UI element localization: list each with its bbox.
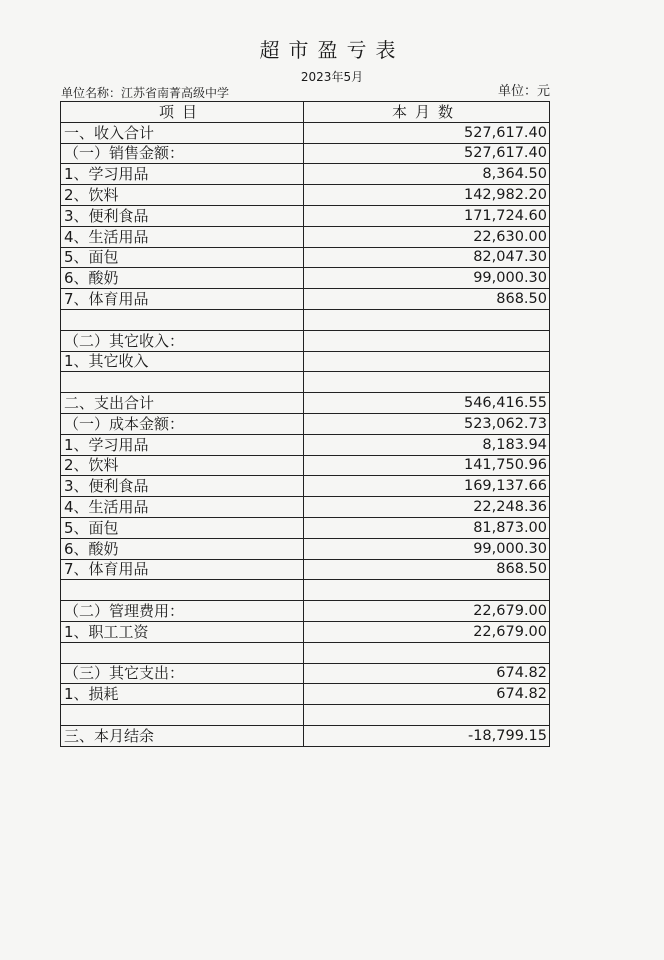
row-item-label: （三）其它支出： — [61, 663, 304, 684]
row-amount: 22,679.00 — [304, 621, 550, 642]
row-item-label: 二、支出合计 — [61, 393, 304, 414]
row-amount: 141,750.96 — [304, 455, 550, 476]
row-amount: 81,873.00 — [304, 517, 550, 538]
currency-unit: 单位：元 — [497, 84, 550, 99]
table-row — [61, 185, 550, 206]
row-amount: 22,630.00 — [304, 226, 550, 247]
row-amount: 82,047.30 — [304, 247, 550, 268]
row-item-label: （二）管理费用： — [61, 601, 304, 622]
table-row — [61, 538, 550, 559]
row-amount: 169,137.66 — [304, 476, 550, 497]
table-row — [61, 684, 550, 705]
row-amount — [304, 351, 550, 372]
row-item-label: 5、面包 — [61, 517, 304, 538]
table-row — [61, 351, 550, 372]
table-row — [61, 601, 550, 622]
row-amount: 99,000.30 — [304, 268, 550, 289]
table-row — [61, 289, 550, 310]
row-amount — [304, 309, 550, 330]
row-item-label: 7、体育用品 — [61, 289, 304, 310]
row-item-label: （一）销售金额： — [61, 143, 304, 164]
row-item-label: 4、生活用品 — [61, 226, 304, 247]
table-row — [61, 393, 550, 414]
table-row — [61, 309, 550, 330]
table-row — [61, 226, 550, 247]
row-amount: 546,416.55 — [304, 393, 550, 414]
table-row — [61, 497, 550, 518]
table-row — [61, 621, 550, 642]
row-item-label — [61, 642, 304, 663]
row-item-label: 6、酸奶 — [61, 538, 304, 559]
row-amount — [304, 372, 550, 393]
table-row — [61, 143, 550, 164]
table-row — [61, 122, 550, 143]
table-row — [61, 372, 550, 393]
row-amount: 8,364.50 — [304, 164, 550, 185]
table-header-row — [61, 102, 550, 123]
row-item-label — [61, 372, 304, 393]
row-item-label: 5、面包 — [61, 247, 304, 268]
table-row — [61, 559, 550, 580]
table-row — [61, 434, 550, 455]
row-item-label: 1、学习用品 — [61, 164, 304, 185]
row-item-label — [61, 580, 304, 601]
row-item-label: 6、酸奶 — [61, 268, 304, 289]
row-amount: 8,183.94 — [304, 434, 550, 455]
table-body — [61, 122, 550, 746]
row-item-label: 1、学习用品 — [61, 434, 304, 455]
profit-loss-table — [60, 101, 550, 747]
row-item-label — [61, 705, 304, 726]
row-item-label: 4、生活用品 — [61, 497, 304, 518]
row-amount: 527,617.40 — [304, 122, 550, 143]
row-item-label: 1、其它收入 — [61, 351, 304, 372]
report-date: 2023年5月 — [300, 70, 364, 84]
table-row — [61, 164, 550, 185]
row-amount: 674.82 — [304, 684, 550, 705]
table-row — [61, 725, 550, 746]
row-item-label: （一）成本金额： — [61, 413, 304, 434]
row-item-label: 2、饮料 — [61, 455, 304, 476]
row-item-label: 三、本月结余 — [61, 725, 304, 746]
row-amount: 22,248.36 — [304, 497, 550, 518]
table-row — [61, 580, 550, 601]
row-item-label: 7、体育用品 — [61, 559, 304, 580]
table-row — [61, 476, 550, 497]
table-row — [61, 455, 550, 476]
column-header-amount: 本月数 — [304, 102, 550, 123]
row-amount — [304, 705, 550, 726]
row-amount — [304, 642, 550, 663]
table-row — [61, 330, 550, 351]
row-amount: 523,062.73 — [304, 413, 550, 434]
row-amount — [304, 330, 550, 351]
document-title: 超市盈亏表 — [259, 38, 405, 62]
row-item-label: 一、收入合计 — [61, 122, 304, 143]
row-item-label: （二）其它收入： — [61, 330, 304, 351]
table-row — [61, 517, 550, 538]
row-amount: 171,724.60 — [304, 205, 550, 226]
table-row — [61, 642, 550, 663]
row-amount — [304, 580, 550, 601]
row-item-label: 1、损耗 — [61, 684, 304, 705]
row-amount: 527,617.40 — [304, 143, 550, 164]
table-row — [61, 268, 550, 289]
row-amount: 99,000.30 — [304, 538, 550, 559]
table-row — [61, 705, 550, 726]
row-item-label: 2、饮料 — [61, 185, 304, 206]
row-item-label: 3、便利食品 — [61, 476, 304, 497]
row-amount: 674.82 — [304, 663, 550, 684]
row-item-label: 3、便利食品 — [61, 205, 304, 226]
table-row — [61, 663, 550, 684]
row-amount: 142,982.20 — [304, 185, 550, 206]
row-item-label: 1、职工工资 — [61, 621, 304, 642]
row-amount: 22,679.00 — [304, 601, 550, 622]
table-row — [61, 247, 550, 268]
organization-name: 单位名称：江苏省南菁高级中学 — [61, 86, 230, 100]
row-amount: 868.50 — [304, 559, 550, 580]
row-amount: -18,799.15 — [304, 725, 550, 746]
table-row — [61, 413, 550, 434]
row-item-label — [61, 309, 304, 330]
column-header-item: 项目 — [61, 102, 304, 123]
row-amount: 868.50 — [304, 289, 550, 310]
table-row — [61, 205, 550, 226]
